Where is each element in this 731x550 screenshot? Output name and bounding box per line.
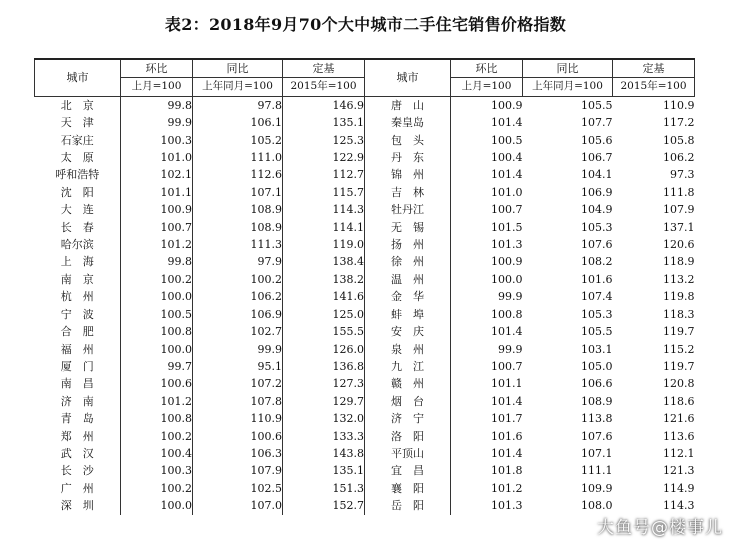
right-city-cell: 平顶山: [365, 445, 451, 462]
right-city-cell: 金 华: [365, 288, 451, 305]
right-city-cell: 无 锡: [365, 219, 451, 236]
left-mom-cell: 100.8: [121, 323, 193, 340]
right-base-cell: 120.6: [663, 238, 695, 252]
left-yoy-cell: 107.2: [193, 375, 283, 392]
table-row: [35, 323, 695, 340]
left-base-cell: 138.4: [283, 253, 365, 270]
left-city-cell: 上 海: [35, 253, 121, 270]
right-city-cell: 秦皇岛: [365, 114, 451, 131]
left-mom-cell: 101.2: [121, 393, 193, 410]
left-yoy-cell: 112.6: [193, 166, 283, 183]
right-mom-cell: 100.0: [491, 272, 523, 286]
left-yoy-cell: 111.0: [193, 149, 283, 166]
right-city-cell: 九 江: [365, 358, 451, 375]
table-row: [35, 166, 695, 183]
right-base-cell: 97.3: [670, 168, 695, 182]
right-yoy-cell: 106.9: [581, 185, 613, 199]
header-yoy-sub-left: 上年同月=100: [193, 78, 283, 96]
left-city-cell: 南 京: [35, 271, 121, 288]
left-mom-cell: 100.3: [121, 132, 193, 149]
right-mom-cell: 99.9: [498, 290, 523, 304]
left-city-cell: 呼和浩特: [35, 166, 121, 183]
left-city-cell: 石家庄: [35, 132, 121, 149]
right-yoy-cell: 109.9: [581, 481, 613, 495]
table-row: [35, 445, 695, 462]
table-row: [35, 288, 695, 305]
left-city-cell: 沈 阳: [35, 184, 121, 201]
right-base-cell: 105.8: [663, 133, 695, 147]
left-yoy-cell: 102.7: [193, 323, 283, 340]
left-base-cell: 125.0: [283, 306, 365, 323]
right-base-cell: 119.7: [663, 359, 695, 373]
left-base-cell: 115.7: [283, 184, 365, 201]
right-yoy-cell: 104.9: [581, 203, 613, 217]
table-row: [35, 462, 695, 479]
table-body: [35, 96, 695, 514]
header-base-right: 定基: [613, 59, 695, 78]
right-city-cell: 唐 山: [365, 96, 451, 114]
left-city-cell: 大 连: [35, 201, 121, 218]
right-mom-cell: 101.5: [491, 220, 523, 234]
right-base-cell: 113.6: [663, 429, 695, 443]
right-base-cell: 106.2: [663, 151, 695, 165]
left-mom-cell: 100.0: [121, 497, 193, 514]
header-yoy-sub-right: 上年同月=100: [523, 78, 613, 96]
header-base-sub-right: 2015年=100: [613, 78, 695, 96]
header-mom-left: 环比: [121, 59, 193, 78]
left-base-cell: 135.1: [283, 114, 365, 131]
left-yoy-cell: 106.2: [193, 288, 283, 305]
right-yoy-cell: 107.6: [581, 238, 613, 252]
left-base-cell: 122.9: [283, 149, 365, 166]
table-row: [35, 410, 695, 427]
right-base-cell: 111.8: [663, 185, 695, 199]
right-mom-cell: 101.1: [491, 377, 523, 391]
right-city-cell: 安 庆: [365, 323, 451, 340]
left-mom-cell: 99.7: [121, 358, 193, 375]
right-yoy-cell: 106.6: [581, 377, 613, 391]
right-yoy-cell: 105.5: [581, 98, 613, 112]
right-yoy-cell: 108.0: [581, 499, 613, 513]
left-yoy-cell: 100.6: [193, 428, 283, 445]
left-base-cell: 112.7: [283, 166, 365, 183]
left-city-cell: 济 南: [35, 393, 121, 410]
right-base-cell: 121.6: [663, 412, 695, 426]
right-base-cell: 112.1: [663, 446, 695, 460]
header-base-left: 定基: [283, 59, 365, 78]
right-city-cell: 吉 林: [365, 184, 451, 201]
table-row: [35, 341, 695, 358]
left-yoy-cell: 107.1: [193, 184, 283, 201]
header-base-sub-left: 2015年=100: [283, 78, 365, 96]
right-mom-cell: 101.4: [491, 168, 523, 182]
right-yoy-cell: 106.7: [581, 151, 613, 165]
left-city-cell: 南 昌: [35, 375, 121, 392]
right-mom-cell: 101.8: [491, 464, 523, 478]
right-city-cell: 扬 州: [365, 236, 451, 253]
table-row: [35, 132, 695, 149]
right-yoy-cell: 105.3: [581, 307, 613, 321]
left-mom-cell: 99.8: [121, 253, 193, 270]
right-yoy-cell: 107.6: [581, 429, 613, 443]
right-city-cell: 赣 州: [365, 375, 451, 392]
header-yoy-left: 同比: [193, 59, 283, 78]
left-yoy-cell: 107.0: [193, 497, 283, 514]
left-mom-cell: 100.8: [121, 410, 193, 427]
left-city-cell: 哈尔滨: [35, 236, 121, 253]
left-mom-cell: 100.6: [121, 375, 193, 392]
left-base-cell: 133.3: [283, 428, 365, 445]
left-base-cell: 125.3: [283, 132, 365, 149]
left-base-cell: 126.0: [283, 341, 365, 358]
left-city-cell: 青 岛: [35, 410, 121, 427]
table-row: [35, 358, 695, 375]
left-city-cell: 深 圳: [35, 497, 121, 514]
right-base-cell: 120.8: [663, 377, 695, 391]
table-row: [35, 393, 695, 410]
left-mom-cell: 100.0: [121, 341, 193, 358]
right-yoy-cell: 101.6: [581, 272, 613, 286]
price-index-table: [34, 58, 695, 515]
right-base-cell: 115.2: [663, 342, 695, 356]
right-mom-cell: 100.9: [491, 255, 523, 269]
right-yoy-cell: 108.9: [581, 394, 613, 408]
left-mom-cell: 100.7: [121, 219, 193, 236]
header-city-left: 城市: [35, 59, 121, 96]
table-row: [35, 114, 695, 131]
left-base-cell: 119.0: [283, 236, 365, 253]
header-mom-right: 环比: [451, 59, 523, 78]
right-mom-cell: 101.7: [491, 412, 523, 426]
left-yoy-cell: 106.9: [193, 306, 283, 323]
right-base-cell: 118.3: [663, 307, 695, 321]
left-yoy-cell: 107.8: [193, 393, 283, 410]
right-yoy-cell: 105.6: [581, 133, 613, 147]
right-base-cell: 113.2: [663, 272, 695, 286]
right-mom-cell: 101.4: [491, 325, 523, 339]
left-base-cell: 129.7: [283, 393, 365, 410]
right-city-cell: 襄 阳: [365, 480, 451, 497]
right-base-cell: 110.9: [663, 98, 695, 112]
left-mom-cell: 100.2: [121, 480, 193, 497]
left-city-cell: 郑 州: [35, 428, 121, 445]
left-base-cell: 136.8: [283, 358, 365, 375]
left-mom-cell: 99.9: [121, 114, 193, 131]
right-yoy-cell: 103.1: [581, 342, 613, 356]
right-mom-cell: 100.4: [491, 151, 523, 165]
right-mom-cell: 101.4: [491, 116, 523, 130]
right-city-cell: 徐 州: [365, 253, 451, 270]
table-row: [35, 306, 695, 323]
table-title: 表2：2018年9月70个大中城市二手住宅销售价格指数: [164, 15, 567, 34]
right-yoy-cell: 104.1: [581, 168, 613, 182]
right-city-cell: 牡丹江: [365, 201, 451, 218]
table-row: [35, 219, 695, 236]
right-base-cell: 119.7: [663, 325, 695, 339]
right-base-cell: 118.9: [663, 255, 695, 269]
left-yoy-cell: 107.9: [193, 462, 283, 479]
left-base-cell: 152.7: [283, 497, 365, 514]
right-base-cell: 117.2: [663, 116, 695, 130]
left-mom-cell: 100.2: [121, 428, 193, 445]
left-city-cell: 太 原: [35, 149, 121, 166]
left-mom-cell: 99.8: [121, 96, 193, 114]
left-mom-cell: 100.0: [121, 288, 193, 305]
left-city-cell: 北 京: [35, 96, 121, 114]
right-city-cell: 岳 阳: [365, 497, 451, 514]
left-yoy-cell: 99.9: [193, 341, 283, 358]
left-base-cell: 143.8: [283, 445, 365, 462]
right-city-cell: 济 宁: [365, 410, 451, 427]
left-base-cell: 135.1: [283, 462, 365, 479]
left-yoy-cell: 108.9: [193, 219, 283, 236]
header-city-right: 城市: [365, 59, 451, 96]
left-yoy-cell: 95.1: [193, 358, 283, 375]
right-city-cell: 丹 东: [365, 149, 451, 166]
right-yoy-cell: 108.2: [581, 255, 613, 269]
right-yoy-cell: 107.1: [581, 446, 613, 460]
left-city-cell: 福 州: [35, 341, 121, 358]
left-city-cell: 广 州: [35, 480, 121, 497]
right-base-cell: 119.8: [663, 290, 695, 304]
right-base-cell: 121.3: [663, 464, 695, 478]
header-row-main: [35, 59, 695, 78]
left-mom-cell: 102.1: [121, 166, 193, 183]
left-city-cell: 长 沙: [35, 462, 121, 479]
right-yoy-cell: 107.4: [581, 290, 613, 304]
right-base-cell: 107.9: [663, 203, 695, 217]
left-base-cell: 132.0: [283, 410, 365, 427]
left-mom-cell: 101.2: [121, 236, 193, 253]
right-city-cell: 蚌 埠: [365, 306, 451, 323]
left-yoy-cell: 108.9: [193, 201, 283, 218]
table-row: [35, 428, 695, 445]
table-row: [35, 375, 695, 392]
left-base-cell: 141.6: [283, 288, 365, 305]
right-city-cell: 温 州: [365, 271, 451, 288]
right-city-cell: 洛 阳: [365, 428, 451, 445]
right-mom-cell: 100.7: [491, 203, 523, 217]
table-row: [35, 236, 695, 253]
right-mom-cell: 101.4: [491, 446, 523, 460]
right-mom-cell: 101.3: [491, 238, 523, 252]
header-yoy-right: 同比: [523, 59, 613, 78]
left-yoy-cell: 102.5: [193, 480, 283, 497]
left-base-cell: 127.3: [283, 375, 365, 392]
table-row: [35, 201, 695, 218]
header-mom-sub-right: 上月=100: [451, 78, 523, 96]
left-yoy-cell: 106.3: [193, 445, 283, 462]
right-base-cell: 114.3: [663, 499, 695, 513]
right-mom-cell: 101.2: [491, 481, 523, 495]
right-base-cell: 114.9: [663, 481, 695, 495]
left-base-cell: 114.1: [283, 219, 365, 236]
right-city-cell: 宜 昌: [365, 462, 451, 479]
right-base-cell: 137.1: [663, 220, 695, 234]
right-mom-cell: 99.9: [498, 342, 523, 356]
left-base-cell: 138.2: [283, 271, 365, 288]
right-mom-cell: 100.8: [491, 307, 523, 321]
table-row: [35, 253, 695, 270]
right-mom-cell: 100.9: [491, 98, 523, 112]
right-mom-cell: 101.0: [491, 185, 523, 199]
right-base-cell: 118.6: [663, 394, 695, 408]
left-yoy-cell: 110.9: [193, 410, 283, 427]
table-row: [35, 149, 695, 166]
table-row: [35, 271, 695, 288]
table-row: [35, 96, 695, 114]
left-yoy-cell: 105.2: [193, 132, 283, 149]
left-mom-cell: 100.2: [121, 271, 193, 288]
table-row: [35, 480, 695, 497]
left-city-cell: 合 肥: [35, 323, 121, 340]
right-yoy-cell: 111.1: [581, 464, 613, 478]
header-mom-sub-left: 上月=100: [121, 78, 193, 96]
right-mom-cell: 101.3: [491, 499, 523, 513]
right-yoy-cell: 105.0: [581, 359, 613, 373]
left-mom-cell: 100.9: [121, 201, 193, 218]
right-city-cell: 烟 台: [365, 393, 451, 410]
left-base-cell: 114.3: [283, 201, 365, 218]
left-city-cell: 天 津: [35, 114, 121, 131]
table-row: [35, 497, 695, 514]
left-yoy-cell: 106.1: [193, 114, 283, 131]
left-mom-cell: 100.5: [121, 306, 193, 323]
left-city-cell: 长 春: [35, 219, 121, 236]
left-base-cell: 155.5: [283, 323, 365, 340]
right-yoy-cell: 113.8: [581, 412, 613, 426]
right-city-cell: 锦 州: [365, 166, 451, 183]
left-mom-cell: 100.4: [121, 445, 193, 462]
watermark: 大鱼号@楼事儿: [597, 518, 723, 538]
left-yoy-cell: 111.3: [193, 236, 283, 253]
right-mom-cell: 101.4: [491, 394, 523, 408]
left-yoy-cell: 97.8: [193, 96, 283, 114]
left-base-cell: 151.3: [283, 480, 365, 497]
left-mom-cell: 101.0: [121, 149, 193, 166]
right-mom-cell: 100.7: [491, 359, 523, 373]
left-mom-cell: 100.3: [121, 462, 193, 479]
left-city-cell: 厦 门: [35, 358, 121, 375]
left-base-cell: 146.9: [283, 96, 365, 114]
left-city-cell: 杭 州: [35, 288, 121, 305]
right-mom-cell: 101.6: [491, 429, 523, 443]
right-yoy-cell: 107.7: [581, 116, 613, 130]
left-city-cell: 武 汉: [35, 445, 121, 462]
left-city-cell: 宁 波: [35, 306, 121, 323]
right-yoy-cell: 105.3: [581, 220, 613, 234]
right-mom-cell: 100.5: [491, 133, 523, 147]
left-yoy-cell: 100.2: [193, 271, 283, 288]
right-city-cell: 包 头: [365, 132, 451, 149]
right-city-cell: 泉 州: [365, 341, 451, 358]
left-yoy-cell: 97.9: [193, 253, 283, 270]
left-mom-cell: 101.1: [121, 184, 193, 201]
table-row: [35, 184, 695, 201]
right-yoy-cell: 105.5: [581, 325, 613, 339]
